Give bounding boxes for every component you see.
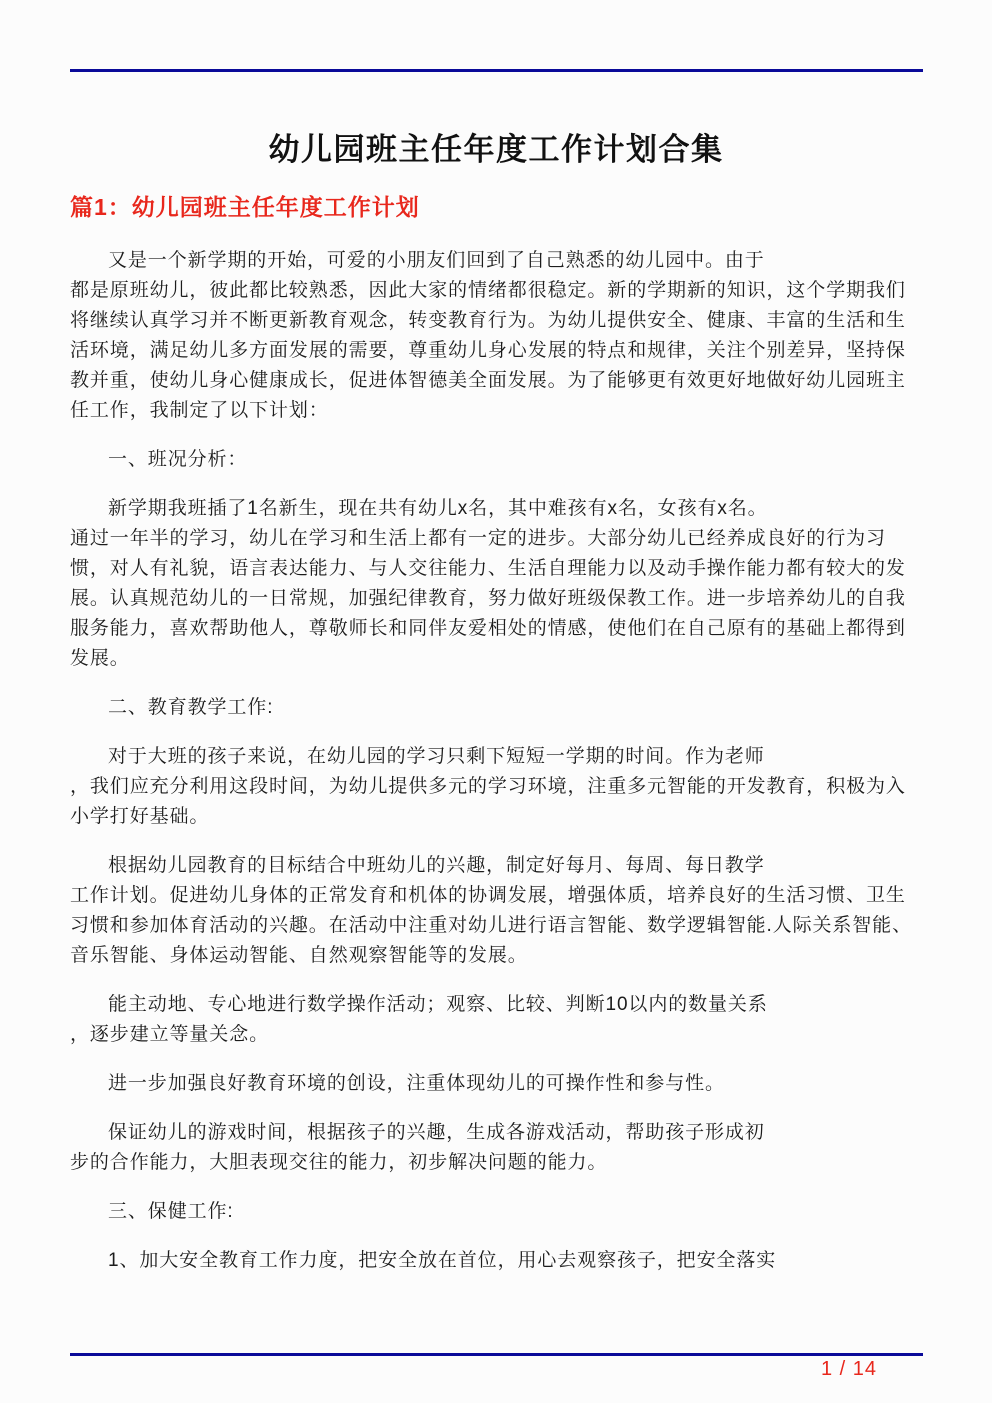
page-number: 1 / 14 [820, 1358, 877, 1380]
paragraph: 保证幼儿的游戏时间，根据孩子的兴趣，生成各游戏活动，帮助孩子形成初 步的合作能力，大胆表现交往的能力，初步解决问题的能力。 [70, 1122, 765, 1173]
paragraph: 三、保健工作: [108, 1201, 234, 1222]
footer-rule [70, 1353, 923, 1356]
paragraph: 对于大班的孩子来说，在幼儿园的学习只剩下短短一学期的时间。作为老师 ，我们应充分利用这段时间，为幼儿提供多元的学习环境，注重多元智能的开发教育，积极为入小学打好基础。 [70, 746, 906, 827]
paragraph: 二、教育教学工作: [108, 697, 274, 718]
document-body [70, 246, 923, 1295]
paragraph: 根据幼儿园教育的目标结合中班幼儿的兴趣，制定好每月、每周、每日教学 工作计划。促进幼儿身体的正常发育和机体的协调发展，增强体质，培养良好的生活习惯、卫生习惯和参加体育活动的兴趣。在活动中注重对幼儿进行语言智能、数学逻辑智能.人际关系智能、音乐智能、身体运动智能、自然观察智能等的发展。 [70, 855, 912, 966]
paragraph: 能主动地、专心地进行数学操作活动；观察、比较、判断10以内的数量关系 ，逐步建立等量关念。 [70, 994, 768, 1045]
paragraph: 一、班况分析： [108, 449, 248, 470]
paragraph: 1、加大安全教育工作力度，把安全放在首位，用心去观察孩子，把安全落实 [108, 1250, 777, 1271]
section-heading: 篇1：幼儿园班主任年度工作计划 [70, 194, 420, 220]
header-rule [70, 69, 923, 72]
paragraph: 又是一个新学期的开始，可爱的小朋友们回到了自己熟悉的幼儿园中。由于 都是原班幼儿，彼此都比较熟悉，因此大家的情绪都很稳定。新的学期新的知识，这个学期我们将继续认真学习并不断更新教育观念，转变教育行为。为幼儿提供安全、健康、丰富的生活和生活环境，满足幼儿多方面发展的需要，尊重幼儿身心发展的特点和规律，关注个别差异，坚持保教并重，使幼儿身心健康成长，促进体智德美全面发展。为了能够更有效更好地做好幼儿园班主任工作，我制定了以下计划： [70, 250, 906, 421]
paragraph: 进一步加强良好教育环境的创设，注重体现幼儿的可操作性和参与性。 [108, 1073, 725, 1094]
document-title: 幼儿园班主任年度工作计划合集 [268, 132, 724, 167]
paragraph: 新学期我班插了1名新生，现在共有幼儿x名，其中难孩有x名，女孩有x名。 通过一年半的学习，幼儿在学习和生活上都有一定的进步。大部分幼儿已经养成良好的行为习惯，对人有礼貌，语言表达能力、与人交往能力、生活自理能力以及动手操作能力都有较大的发展。认真规范幼儿的一日常规，加强纪律教育，努力做好班级保教工作。进一步培养幼儿的自我服务能力，喜欢帮助他人，尊敬师长和同伴友爱相处的情感，使他们在自己原有的基础上都得到发展。 [70, 498, 906, 669]
